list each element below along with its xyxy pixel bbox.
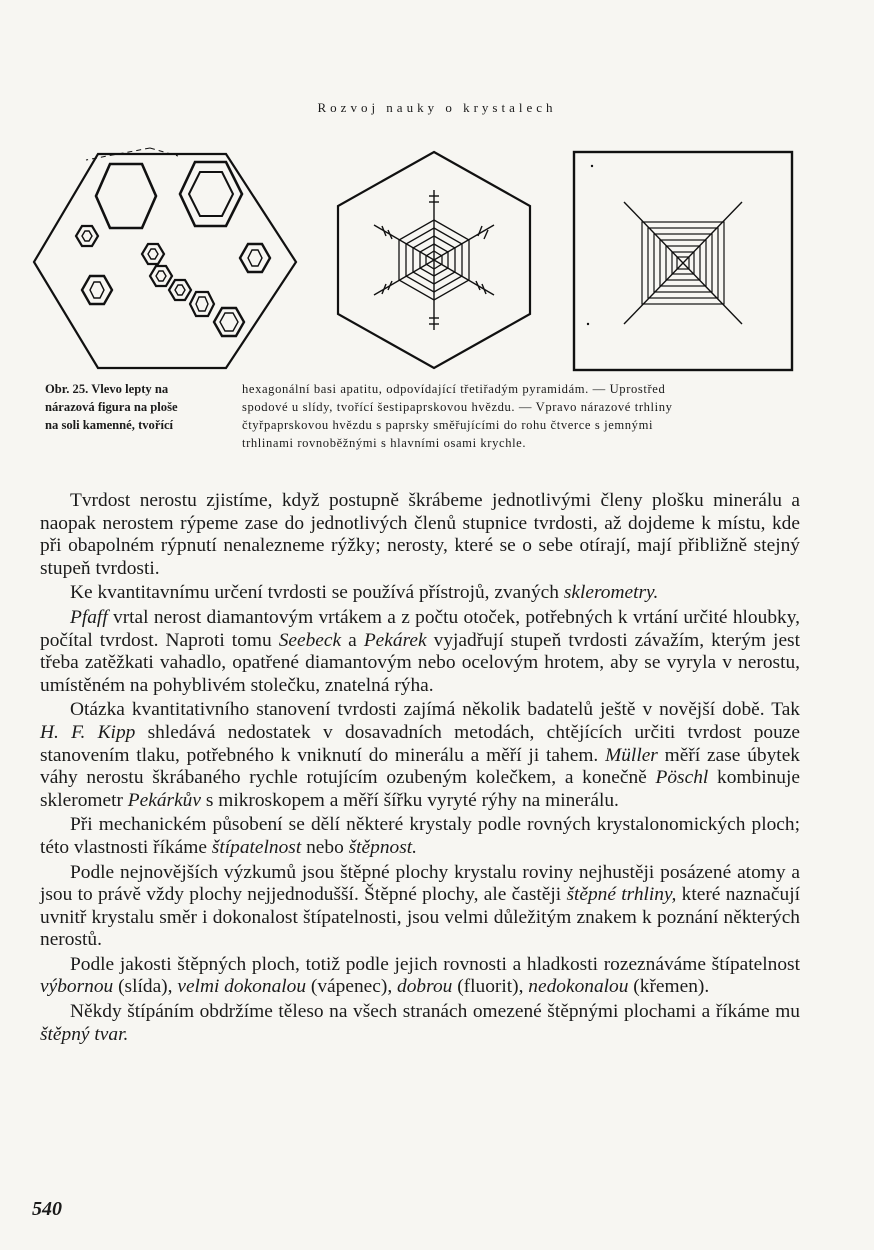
- term-vybornou: výbornou: [40, 976, 114, 998]
- name-muller: Müller: [605, 744, 658, 766]
- term-stepny-tvar: štěpný tvar.: [40, 1023, 129, 1045]
- paragraph: [40, 1001, 800, 1046]
- text-span: Při mechanickém působení se dělí některé krystaly podle rovných krystalonomických ploch; této vlastnosti říkáme: [40, 814, 800, 858]
- caption-body-line: trhlinami rovnoběžnými s hlavními osami krychle.: [242, 436, 527, 450]
- name-pfaff: Pfaff: [70, 606, 108, 628]
- figure-rocksalt-percussion-square: [572, 150, 794, 372]
- text-span: které naznačují uvnitř krystalu směr i dokonalost štípatelnosti, jsou velmi důležitým znakem k poznání některých nerostů.: [40, 884, 800, 951]
- text-span: s mikroskopem a měří šířku vyryté rýhy na minerálu.: [201, 789, 619, 811]
- name-kipp: H. F. Kipp: [40, 721, 136, 743]
- text-span: shledává nedostatek v dosavadních metodách, chtějících určiti tvrdost pouze stanovením tlaku, potřebného k vniknutí do minerálu a měří ji tahem.: [40, 721, 801, 766]
- text-span: měří zase úbytek váhy nerostu škrábaného rychle rotujícím ozubeným kolečkem, a konečně: [40, 744, 800, 789]
- paragraph: [40, 862, 800, 952]
- paragraph: [40, 699, 800, 812]
- text-span: Někdy štípáním obdržíme těleso na všech stranách omezené štěpnými plochami a říkáme mu: [70, 1001, 800, 1023]
- text-span: (křemen).: [628, 976, 710, 998]
- term-dobrou: dobrou: [397, 976, 453, 998]
- term-nedokonalou: nedokonalou: [528, 976, 629, 998]
- text-span: a: [341, 629, 364, 651]
- caption-body-line: čtyřpaprskovou hvězdu s paprsky směřujícími do rohu čtverce s jemnými: [242, 418, 654, 432]
- name-pekarek: Pekárek: [363, 629, 427, 651]
- text-span: (vápenec),: [306, 976, 398, 998]
- caption-lead-line: Obr. 25. Vlevo lepty na: [45, 382, 169, 396]
- text-span: nebo: [301, 836, 349, 858]
- text-span: Podle nejnovějších výzkumů jsou štěpné plochy krystalu roviny nejhustěji posázené atomy a jsou to právě vždy plochy nejjednodušší. Štěpné plochy, ale častěji: [40, 861, 800, 906]
- text-span: vyjadřují stupeň tvrdosti závažím, kterým jest třeba zatěžkati vahadlo, opatřené diamantovým nebo ocelovým hrotem, aby se vyryla v nerostu, umístěném na pohyblivém stolečku, znatelná rýha.: [40, 629, 800, 696]
- caption-lead-line: nárazová figura na ploše: [45, 400, 178, 414]
- text-span: (fluorit),: [452, 976, 529, 998]
- term-velmi-dokonalou: velmi dokonalou: [177, 976, 307, 998]
- paragraph: [40, 607, 800, 697]
- name-pekarkuv: Pekárkův: [127, 789, 201, 811]
- paragraph: [40, 814, 800, 859]
- paragraph: [40, 490, 800, 580]
- name-seebeck: Seebeck: [278, 629, 342, 651]
- main-text: [40, 490, 800, 1048]
- term-stepne-trhliny: štěpné trhliny,: [566, 884, 677, 906]
- caption-body: [242, 380, 814, 452]
- text-span: (slída),: [113, 976, 178, 998]
- figure-25: [30, 140, 810, 380]
- running-head: Rozvoj nauky o krystalech: [317, 100, 557, 115]
- name-poschl: Pöschl: [655, 767, 709, 789]
- paragraph: [40, 954, 800, 999]
- text-span: Podle jakosti štěpných ploch, totiž podle jejich rovnosti a hladkosti rozeznáváme štípatelnost: [70, 953, 800, 975]
- term-stipatelnost: štípatelnost: [211, 836, 302, 858]
- text-span: vrtal nerost diamantovým vrtákem a z počtu otoček, potřebných k vrtání určité hloubky, počítal tvrdost. Naproti tomu: [40, 606, 800, 651]
- paragraph: [40, 582, 800, 605]
- caption-lead-line: na soli kamenné, tvořící: [45, 418, 174, 432]
- figure-apatite-etch-hexagon: [30, 140, 300, 380]
- term-sklerometry: sklerometry.: [563, 582, 659, 604]
- text-span: Tvrdost nerostu zjistíme, když postupně škrábeme jednotlivými členy plošku minerálu a naopak nerostem rýpeme zase do jednotlivých členů stupnice tvrdosti, až dojdeme k místu, kde při obapolném rýpnutí nenalezneme rýžky; nerosty, které se o sebe otírají, mají přibližně stejný stupeň tvrdosti.: [40, 490, 800, 579]
- text-span: kombinuje sklerometr: [40, 767, 800, 811]
- caption-lead: [45, 380, 235, 434]
- term-stepnost: štěpnost.: [348, 836, 418, 858]
- caption-body-line: hexagonální basi apatitu, odpovídající třetiřadým pyramidám. — Uprostřed: [242, 382, 666, 396]
- caption-body-line: spodové u slídy, tvořící šestipaprskovou hvězdu. — Vpravo nárazové trhliny: [242, 400, 673, 414]
- page-number: 540: [32, 1198, 62, 1220]
- text-span: Ke kvantitavnímu určení tvrdosti se používá přístrojů, zvaných: [70, 582, 564, 604]
- figure-mica-percussion-star: [334, 140, 534, 380]
- text-span: Otázka kvantitativního stanovení tvrdosti zajímá několik badatelů ještě v novější době. Tak: [70, 699, 800, 721]
